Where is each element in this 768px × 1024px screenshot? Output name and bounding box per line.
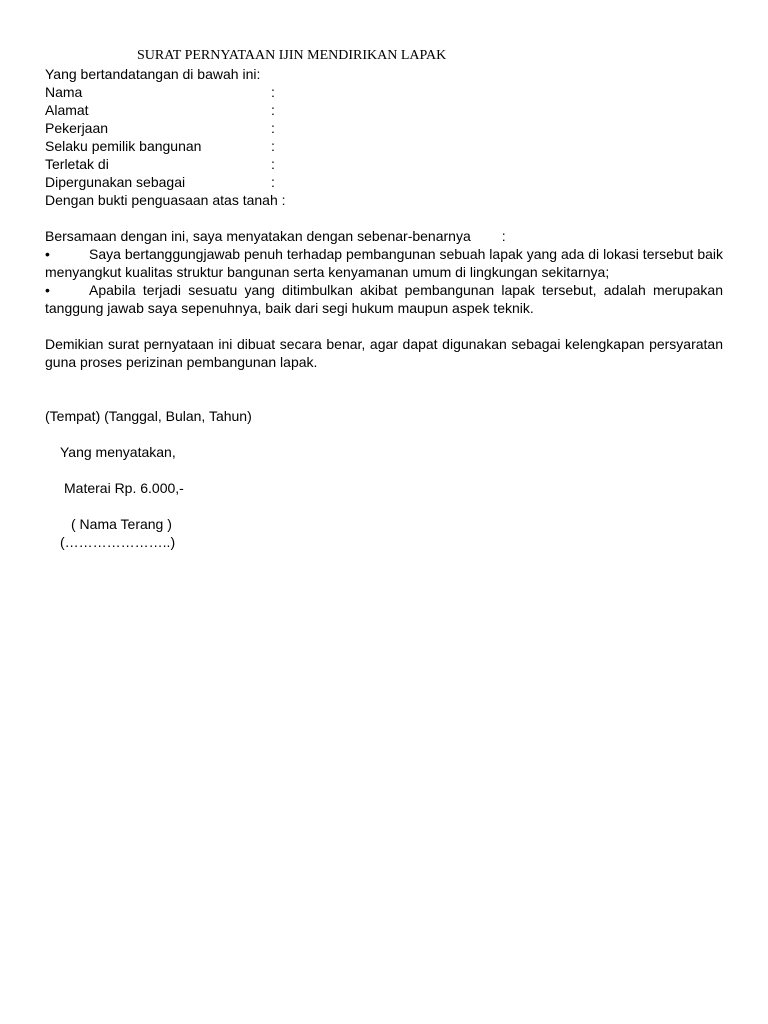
bullet-item (45, 281, 723, 317)
field-colon: : (271, 156, 275, 172)
field-colon: : (271, 120, 275, 136)
field-terletak (45, 155, 723, 173)
spacer (45, 317, 723, 335)
spacer (45, 389, 723, 407)
bullet-mark: • (45, 282, 50, 298)
bullet-mark: • (45, 246, 50, 262)
intro-text: Yang bertandatangan di bawah ini: (45, 66, 261, 82)
field-nama (45, 83, 723, 101)
name-line: (…………………..) (60, 534, 176, 550)
proof-line: Dengan bukti penguasaan atas tanah : (45, 192, 286, 208)
spacer (45, 371, 723, 389)
spacer (45, 425, 723, 443)
field-label: Dipergunakan sebagai (45, 174, 186, 190)
field-label: Alamat (45, 102, 89, 118)
field-label: Nama (45, 84, 83, 100)
name-label: ( Nama Terang ) (71, 516, 172, 532)
document-title: SURAT PERNYATAAN IJIN MENDIRIKAN LAPAK (137, 48, 447, 63)
field-colon: : (271, 138, 275, 154)
field-colon: : (271, 174, 275, 190)
statement-intro (45, 227, 723, 245)
field-pekerjaan (45, 119, 723, 137)
field-label: Terletak di (45, 156, 109, 172)
place-date: (Tempat) (Tanggal, Bulan, Tahun) (45, 408, 252, 424)
field-pemilik-bangunan (45, 137, 723, 155)
statement-intro-text: Bersamaan dengan ini, saya menyatakan dengan sebenar-benarnya (45, 228, 471, 244)
statement-colon: : (501, 228, 506, 244)
field-label: Selaku pemilik bangunan (45, 138, 202, 154)
signatory-label: Yang menyatakan, (60, 444, 176, 460)
field-dipergunakan (45, 173, 723, 191)
field-colon: : (271, 102, 275, 118)
bullet-item (45, 245, 723, 281)
bullet-text: Apabila terjadi sesuatu yang ditimbulkan akibat pembangunan lapak tersebut, adalah merupakan tanggung jawab saya sepenuhnya, baik dari segi hukum maupun aspek teknik. (45, 282, 723, 316)
spacer (45, 209, 723, 227)
field-alamat (45, 101, 723, 119)
spacer (45, 497, 723, 515)
bullet-text: Saya bertanggungjawab penuh terhadap pembangunan sebuah lapak yang ada di lokasi tersebut baik menyangkut kualitas struktur bangunan serta kenyamanan umum di lingkungan sekitarnya; (45, 246, 723, 280)
stamp-text: Materai Rp. 6.000,- (64, 480, 184, 496)
field-colon: : (271, 84, 275, 100)
field-label: Pekerjaan (45, 120, 109, 136)
spacer (45, 461, 723, 479)
document-page (45, 47, 723, 551)
closing-paragraph: Demikian surat pernyataan ini dibuat secara benar, agar dapat digunakan sebagai kelengkapan persyaratan guna proses perizinan pembangunan lapak. (45, 336, 723, 370)
